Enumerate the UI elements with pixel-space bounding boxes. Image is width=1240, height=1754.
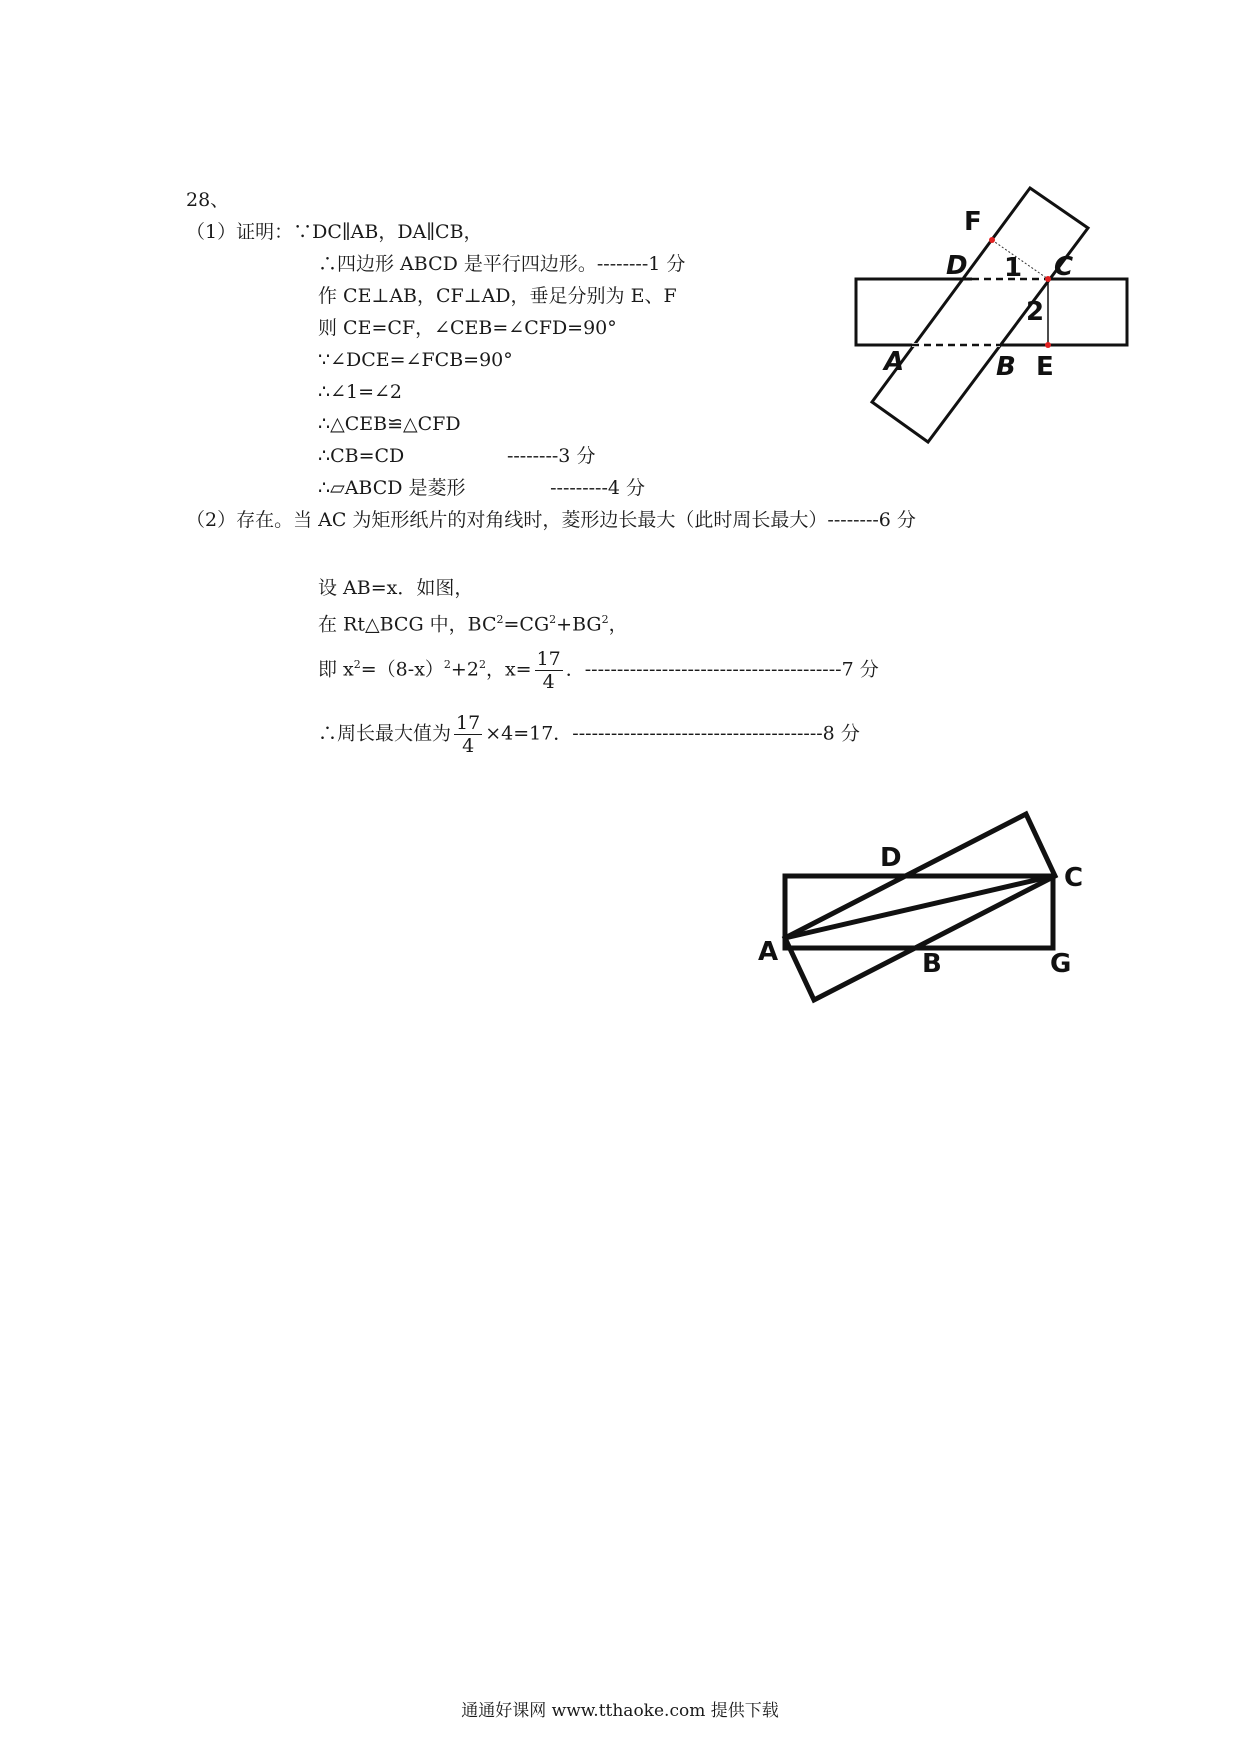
figure-max-rhombus [750,800,1090,1010]
eq-sup2: 2 [443,658,451,672]
rt-mid2: +BG [556,613,602,636]
proof-line-2: ∴四边形 ABCD 是平行四边形。--------1 分 [318,253,686,275]
part2-equation [318,648,879,693]
label-c2: C [1064,863,1084,893]
eq-sup1: 2 [353,658,361,672]
horizontal-strip [856,279,1127,345]
proof-line-4: 则 CE=CF，∠CEB=∠CFD=90° [318,317,617,339]
proof-line-8: ∴CB=CD --------3 分 [318,445,596,467]
point-c [1045,276,1051,282]
rt-prefix: 在 Rt△BCG 中，BC [318,613,497,636]
perim-denominator: 4 [462,735,475,757]
label-a: A [884,347,905,377]
eq-denominator: 4 [542,671,555,693]
eq-mid3: ，x= [485,658,532,681]
label-b: B [996,352,1016,382]
proof-line-6: ∴∠1=∠2 [318,381,403,403]
point-f [989,237,995,243]
proof-line-5: ∵∠DCE=∠FCB=90° [318,349,513,371]
proof-line-1: （1）证明：∵DC∥AB，DA∥CB， [186,221,483,243]
perim-prefix: ∴周长最大值为 [318,722,452,745]
eq-sup3: 2 [478,658,486,672]
label-a2: A [758,937,779,967]
label-d2: D [880,843,902,873]
label-f: F [964,207,982,237]
proof-line-3: 作 CE⊥AB，CF⊥AD，垂足分别为 E、F [318,285,677,307]
perim-suffix: ×4=17．---------------------------------------8 分 [485,722,860,745]
rt-suffix: ， [608,613,628,636]
label-2: 2 [1026,297,1045,327]
diagonal-ac [785,876,1053,938]
eq-prefix: 即 x [318,658,354,681]
eq-suffix: ．----------------------------------------7 分 [565,658,879,681]
perim-numerator: 17 [456,712,481,734]
label-e: E [1036,352,1054,382]
rt-sup1: 2 [496,613,504,626]
proof-line-9: ∴▱ABCD 是菱形 ---------4 分 [318,477,646,499]
perim-fraction [454,712,482,757]
eq-numerator: 17 [536,648,561,670]
rt-sup3: 2 [601,613,609,626]
figure-rhombus-proof [840,185,1140,455]
problem-number: 28、 [186,189,230,211]
label-1: 1 [1004,253,1023,283]
part2-set: 设 AB=x．如图， [318,577,474,599]
label-b2: B [922,949,942,979]
eq-mid1: =（8-x） [360,658,444,681]
footer: 通通好课网 www.tthaoke.com 提供下载 [461,1701,779,1721]
eq-fraction [535,648,563,693]
point-e [1045,342,1051,348]
proof-line-7: ∴△CEB≌△CFD [318,413,461,435]
part2-perimeter [318,712,860,757]
rt-mid1: =CG [503,613,550,636]
rt-sup2: 2 [549,613,557,626]
part2-rt [318,608,628,636]
label-g2: G [1050,949,1072,979]
part2-intro: （2）存在。当 AC 为矩形纸片的对角线时，菱形边长最大（此时周长最大）--------6 分 [186,509,916,531]
label-c: C [1054,252,1074,282]
eq-mid2: +2 [450,658,479,681]
label-d: D [946,251,968,281]
